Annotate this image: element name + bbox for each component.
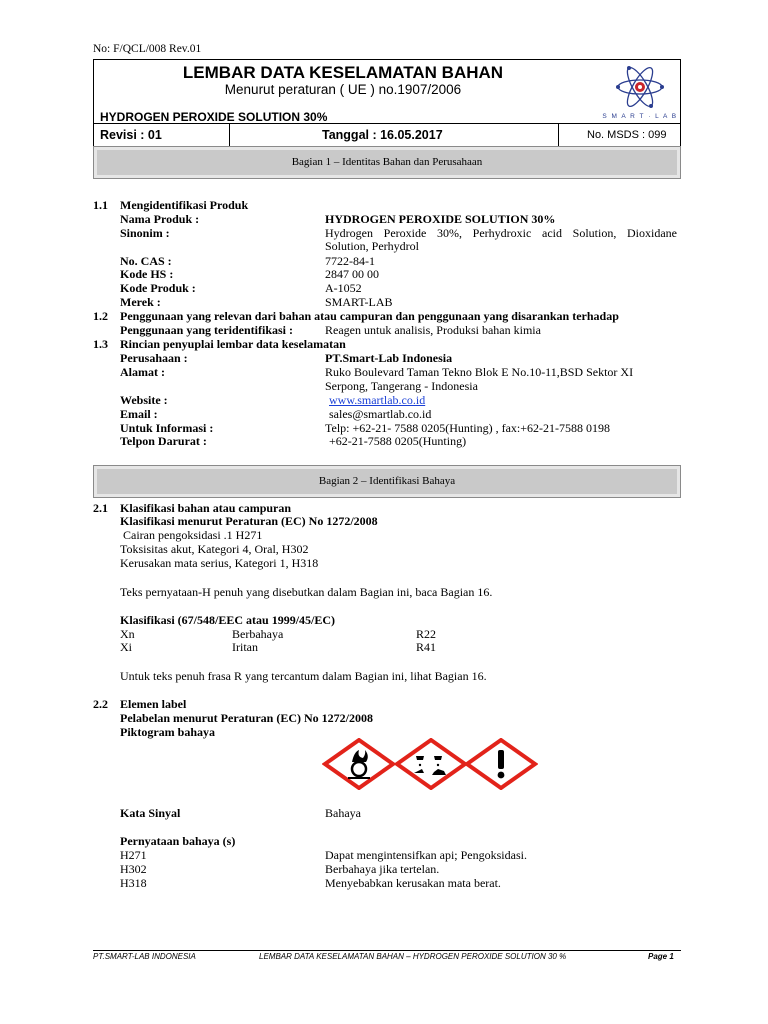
hs-value: 2847 00 00	[325, 267, 379, 281]
regulation-subtitle: Menurut peraturan ( UE ) no.1907/2006	[224, 82, 462, 97]
h-text: Berbahaya jika tertelan.	[325, 862, 440, 876]
revision-label: Revisi : 01	[100, 128, 162, 142]
s12-title: Penggunaan yang relevan dari bahan atau campuran dan penggunaan yang disarankan terhadap	[120, 309, 619, 323]
alamat-value-line1: Ruko Boulevard Taman Tekno Blok E No.10-11,BSD Sektor XI	[325, 365, 634, 379]
merek-value: SMART-LAB	[325, 295, 393, 309]
website-label: Website :	[120, 393, 168, 407]
merek-label: Merek :	[120, 295, 161, 309]
signal-word-label: Kata Sinyal	[120, 806, 181, 820]
cas-value: 7722-84-1	[325, 254, 375, 268]
h-text: Dapat mengintensifkan api; Pengoksidasi.	[325, 848, 527, 862]
sinonim-value: Hydrogen Peroxide 30%, Perhydroxic acid Solution, Dioxidane Solution, Perhydrol	[325, 226, 677, 253]
website-link[interactable]: www.smartlab.co.id	[329, 393, 426, 407]
s11-number: 1.1	[93, 198, 108, 212]
svg-text:S M A R T · L A B: S M A R T · L A B	[602, 113, 678, 120]
darurat-label: Telpon Darurat :	[120, 434, 207, 448]
h-code: H302	[120, 862, 147, 876]
klas-name: Berbahaya	[232, 627, 284, 641]
h-text: Menyebabkan kerusakan mata berat.	[325, 876, 501, 890]
perusahaan-value: PT.Smart-Lab Indonesia	[325, 351, 453, 365]
date-label: Tanggal : 16.05.2017	[322, 128, 443, 142]
oxidizer-pictogram-icon	[322, 738, 396, 790]
msds-number: No. MSDS : 099	[587, 129, 667, 141]
footer-rule	[93, 950, 681, 951]
signal-word-value: Bahaya	[325, 806, 361, 820]
r-phrase-note: Untuk teks penuh frasa R yang tercantum dalam Bagian ini, lihat Bagian 16.	[120, 669, 487, 683]
classification-1: Cairan pengoksidasi .1 H271	[123, 528, 263, 542]
email-value: sales@smartlab.co.id	[329, 407, 432, 421]
product-name-header: HYDROGEN PEROXIDE SOLUTION 30%	[100, 110, 328, 124]
info-label: Untuk Informasi :	[120, 421, 214, 435]
s21-title: Klasifikasi bahan atau campuran	[120, 501, 292, 515]
document-title: LEMBAR DATA KESELAMATAN BAHAN	[182, 63, 504, 82]
h-code: H271	[120, 848, 147, 862]
h-code: H318	[120, 876, 147, 890]
info-value: Telp: +62-21- 7588 0205(Hunting) , fax:+62-21-7588 0198	[325, 421, 610, 435]
use-value: Reagen untuk analisis, Produksi bahan kimia	[325, 323, 541, 337]
s21-subtitle: Klasifikasi menurut Peraturan (EC) No 1272/2008	[120, 514, 378, 528]
kode-produk-label: Kode Produk :	[120, 281, 196, 295]
footer-document-title: LEMBAR DATA KESELAMATAN BAHAN – HYDROGEN PEROXIDE SOLUTION 30 %	[259, 952, 567, 961]
nama-produk-label: Nama Produk :	[120, 212, 200, 226]
s22-number: 2.2	[93, 697, 108, 711]
header-box	[93, 59, 681, 148]
hs-label: Kode HS :	[120, 267, 174, 281]
smart-lab-logo	[602, 63, 678, 121]
kode-produk-value: A-1052	[325, 281, 362, 295]
classification-3: Kerusakan mata serius, Kategori 1, H318	[120, 556, 319, 570]
exclamation-pictogram-icon	[464, 738, 538, 790]
klas-code: Xn	[120, 627, 135, 641]
section-2-banner: Bagian 2 – Identifikasi Bahaya	[93, 465, 681, 498]
use-label: Penggunaan yang teridentifikasi :	[120, 323, 294, 337]
s13-title: Rincian penyuplai lembar data keselamatan	[120, 337, 346, 351]
email-label: Email :	[120, 407, 158, 421]
s22-subtitle: Pelabelan menurut Peraturan (EC) No 1272/2008	[120, 711, 373, 725]
h-statement-note: Teks pernyataan-H penuh yang disebutkan dalam Bagian ini, baca Bagian 16.	[120, 585, 493, 599]
klas-r-phrase: R22	[416, 627, 437, 641]
s12-number: 1.2	[93, 309, 108, 323]
alamat-label: Alamat :	[120, 365, 165, 379]
hazard-statements-title: Pernyataan bahaya (s)	[120, 834, 236, 848]
s11-title: Mengidentifikasi Produk	[120, 198, 249, 212]
section-1-banner: Bagian 1 – Identitas Bahan dan Perusahaan	[93, 146, 681, 179]
s21-number: 2.1	[93, 501, 108, 515]
s13-number: 1.3	[93, 337, 108, 351]
footer-company: PT.SMART-LAB INDONESIA	[93, 952, 196, 961]
s22-title: Elemen label	[120, 697, 187, 711]
klas-name: Iritan	[232, 640, 258, 654]
revision-row	[94, 123, 680, 148]
piktogram-label: Piktogram bahaya	[120, 725, 216, 739]
alamat-value-line2: Serpong, Tangerang - Indonesia	[325, 379, 478, 393]
klas-r-phrase: R41	[416, 640, 437, 654]
document-number: No: F/QCL/008 Rev.01	[93, 43, 202, 55]
perusahaan-label: Perusahaan :	[120, 351, 188, 365]
klas-code: Xi	[120, 640, 132, 654]
corrosion-pictogram-icon	[394, 738, 468, 790]
darurat-value: +62-21-7588 0205(Hunting)	[329, 434, 467, 448]
nama-produk-value: HYDROGEN PEROXIDE SOLUTION 30%	[325, 212, 556, 226]
classification-2: Toksisitas akut, Kategori 4, Oral, H302	[120, 542, 309, 556]
footer-page-number: Page 1	[648, 952, 674, 961]
klasifikasi-title: Klasifikasi (67/548/EEC atau 1999/45/EC)	[120, 613, 336, 627]
sinonim-label: Sinonim :	[120, 226, 170, 240]
cas-label: No. CAS :	[120, 254, 172, 268]
